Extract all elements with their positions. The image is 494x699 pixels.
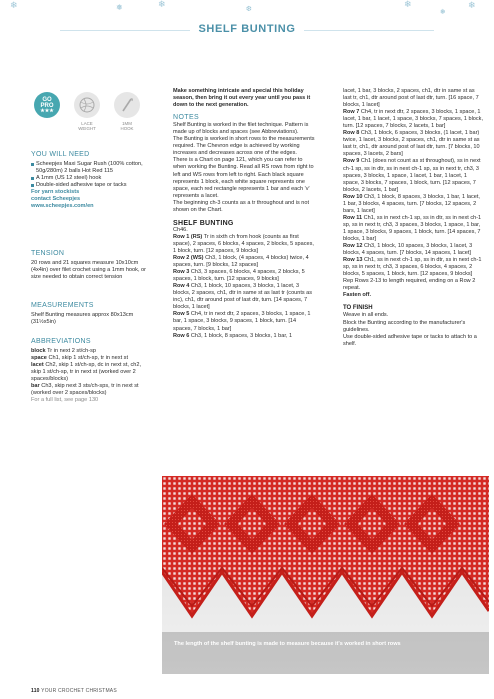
- materials-list: [31, 161, 149, 210]
- yarn-ball-badge: [74, 92, 100, 118]
- pattern-row: Row 4 Ch3, 1 block, 10 spaces, 3 blocks, 1 lacet, 3 blocks, 2 spaces, ch1, dtr in same st as last tr (counts as inc), ch1, dtr around post of last dtr, turn. [14 spaces, 7 blocks, 1 lacet]: [173, 283, 313, 311]
- tension-heading: TENSION: [31, 250, 65, 257]
- stockists-line: contact Scheepjes: [31, 196, 81, 203]
- fasten-off: Fasten off.: [343, 292, 372, 299]
- abbreviation-item: bar Ch3, skip next 3 sts/ch-sps, tr in next st (worked over 2 spaces/blocks): [31, 383, 139, 397]
- snowflake-icon: ❄: [468, 1, 476, 11]
- notes-heading: NOTES: [173, 114, 200, 122]
- pattern-row: Row 1 (RS) Tr in sixth ch from hook (counts as first space), 2 spaces, 6 blocks, 4 spaces, 2 blocks, 5 spaces, 1 block, turn. [12 spaces, 9 blocks]: [173, 233, 314, 254]
- crochet-hook-icon: [114, 92, 140, 118]
- abbreviation-item: space Ch1, skip 1 st/ch-sp, tr in next st: [31, 355, 129, 362]
- pattern-row: Row 3 Ch3, 3 spaces, 6 blocks, 4 spaces, 2 blocks, 5 spaces, 1 block, turn. [12 spaces, 9 blocks]: [173, 269, 305, 283]
- pattern-row-cont: lacet, 1 bar, 3 blocks, 2 spaces, ch1, dtr in same st as last tr, ch1, dtr around post of last dtr, turn. [16 space, 7 blocks, 1 lacet]: [343, 88, 479, 109]
- snowflake-icon: ❅: [116, 3, 123, 12]
- skill-level-badge: GO PRO ★★★: [34, 92, 60, 118]
- page-number: 110: [31, 688, 40, 694]
- list-item: A 1mm (US 12 steel) hook: [31, 175, 149, 182]
- abbreviation-item: lacet Ch2, skip 1 st/ch-sp, dc in next st, ch2, skip 1 st/ch-sp, tr in next st (worked over 2 spaces/blocks): [31, 362, 142, 383]
- middle-column: [173, 88, 316, 340]
- pattern-row: Row 12 Ch3, 1 block, 10 spaces, 3 blocks, 1 lacet, 3 blocks, 4 spaces, turn. [7 blocks, 14 spaces, 1 lacet]: [343, 243, 473, 257]
- pattern-row: Row 5 Ch4, tr in next dtr, 2 spaces, 3 blocks, 1 space, 1 bar, 1 space, 3 blocks, 9 spaces, 1 block, turn. [14 spaces, 7 blocks, 1 bar]: [173, 311, 311, 332]
- finish-step: Block the Bunting according to the manufacturer's guidelines.: [343, 319, 466, 333]
- pattern-row: Row 2 (WS) Ch3, 1 block, (4 spaces, 4 blocks) twice, 4 spaces, turn. [9 blocks, 12 spaces]: [173, 255, 309, 269]
- abbreviation-item: block Tr in next 2 st/ch-sp: [31, 348, 96, 354]
- pattern-row: Row 7 Ch4, tr in next dtr, 2 spaces, 3 blocks, 1 space, 1 lacet, 1 bar, 1 lacet, 1 space, 3 blocks, 7 spaces, 1 block, turn. [12 spaces, 7 blocks, 2 lacets, 1 bar]: [343, 109, 483, 130]
- snowflake-icon: ❄: [158, 0, 166, 10]
- measurements-text: Shelf Bunting measures approx 80x13cm (31½x5in): [31, 312, 134, 326]
- repeat-text: Rep Rows 2-13 to length required, ending on a Row 2 repeat.: [343, 278, 476, 292]
- pattern-row: Row 11 Ch1, ss in next ch-1 sp, ss in dtr, ss in next ch-1 sp, ss in next tr, ch3, 3 spaces, 3 blocks, 1 space, 1 bar, 1 space, 3 blocks, 9 spaces, 1 block, turn. [14 spaces, 7 blocks, 1 bar]: [343, 214, 482, 242]
- stockists-url[interactable]: www.scheepjes.com/en: [31, 203, 94, 210]
- skill-badges: [34, 92, 149, 136]
- bunting-photo: [162, 476, 489, 674]
- note-paragraph: The Bunting is worked in short rows to the measurements required. The Chevron edge is achieved by working increases and decreases across one of the edges.: [173, 136, 315, 157]
- abbreviations-heading: ABBREVIATIONS: [31, 338, 91, 345]
- photo-caption: The length of the shelf bunting is made to measure because it's worked in short rows: [174, 641, 401, 647]
- pattern-row: Row 13 Ch1, ss in next ch-1 sp, ss in dtr, ss in next ch-1 sp, ss in next tr, ch3, 3 spaces, 6 blocks, 4 spaces, 2 blocks, 5 spaces, 1 block, turn. [12 spaces, 9 blocks]: [343, 257, 482, 278]
- intro-text: Make something intricate and special this holiday season, then bring it out every year until you pass it down to the next generation.: [173, 88, 311, 109]
- snowflake-icon: ❄: [404, 0, 412, 10]
- magazine-name: YOUR CROCHET CHRISTMAS: [41, 688, 117, 694]
- abbreviations-list: [31, 348, 149, 404]
- page-footer: [31, 688, 117, 694]
- weight-label: LACE WEIGHT: [78, 121, 96, 132]
- stockists-line: For yarn stockists: [31, 189, 80, 196]
- snowflake-icon: ❅: [440, 8, 446, 16]
- pattern-row: Row 10 Ch3, 1 block, 8 spaces, 3 blocks, 1 bar, 1 lacet, 1 bar, 3 blocks, 4 spaces, turn. [7 blocks, 12 spaces, 2 bars, 1 lacet]: [343, 193, 480, 214]
- yarn-ball-icon: [74, 92, 100, 118]
- snowflake-icon: ❆: [246, 5, 252, 13]
- snowflake-icon: ❄: [10, 1, 18, 11]
- note-paragraph: The beginning ch-3 counts as a tr throughout and is not shown on the Chart.: [173, 199, 309, 213]
- you-will-need-heading: YOU WILL NEED: [31, 151, 90, 158]
- tension-text: 20 rows and 21 squares measure 10x10cm (4x4in) over filet crochet using a 1mm hook, or size needed to obtain correct tension: [31, 260, 147, 281]
- note-paragraph: There is a Chart on page 121, which you can refer to when working the Bunting. Read all RS rows from right to left and WS rows from left to right. Each black square represents 1 block, each white square represents one space, each red rectangle represents 1 bar and each 'v' represents a lacet.: [173, 157, 314, 199]
- measurements-heading: MEASUREMENTS: [31, 302, 94, 309]
- star-icons: ★★★: [40, 108, 54, 114]
- pattern-row: Row 6 Ch3, 1 block, 8 spaces, 3 blocks, 1 bar, 1: [173, 332, 293, 339]
- right-column: [343, 88, 484, 348]
- pattern-heading: SHELF BUNTING: [173, 219, 234, 227]
- finish-step: Weave in all ends.: [343, 312, 389, 319]
- pattern-start: Ch46.: [173, 226, 188, 233]
- abbreviations-more: For a full list, see page 130: [31, 397, 99, 404]
- hook-label: 1MM HOOK: [120, 121, 134, 132]
- page-title: SHELF BUNTING: [198, 23, 296, 35]
- list-item: Scheepjes Maxi Sugar Rush (100% cotton, 50g/280m) 2 balls Hot Red 115: [31, 161, 149, 175]
- note-paragraph: Shelf Bunting is worked in the filet technique. Pattern is made up of blocks and spaces (see Abbreviations).: [173, 122, 309, 136]
- hook-badge: [114, 92, 140, 118]
- pattern-row: Row 8 Ch3, 1 block, 6 spaces, 3 blocks, (1 lacet, 1 bar) twice, 1 lacet, 3 blocks, 2 spaces, ch1, dtr in same st as last tr, ch1, dtr around post of last dtr, turn. [7 blocks, 10 spaces, 3 lacets, 2 bars]: [343, 130, 480, 158]
- finish-heading: TO FINISH: [343, 305, 373, 312]
- finish-step: Use double-sided adhesive tape or tacks to attach to a shelf.: [343, 333, 477, 347]
- list-item: Double-sided adhesive tape or tacks: [31, 182, 149, 189]
- pattern-row: Row 9 Ch1 (does not count as st throughout), ss in next ch-1 sp, ss in dtr, ss in next ch-1 sp, ss in next tr, ch3, 3 spaces, 3 blocks, 1 space, 1 lacet, 1 bar, 1 lacet, 1 space, 3 blocks, 7 spaces, 1 block, turn. [12 spaces, 7 blocks, 2 lacets, 1 bar]: [343, 158, 481, 193]
